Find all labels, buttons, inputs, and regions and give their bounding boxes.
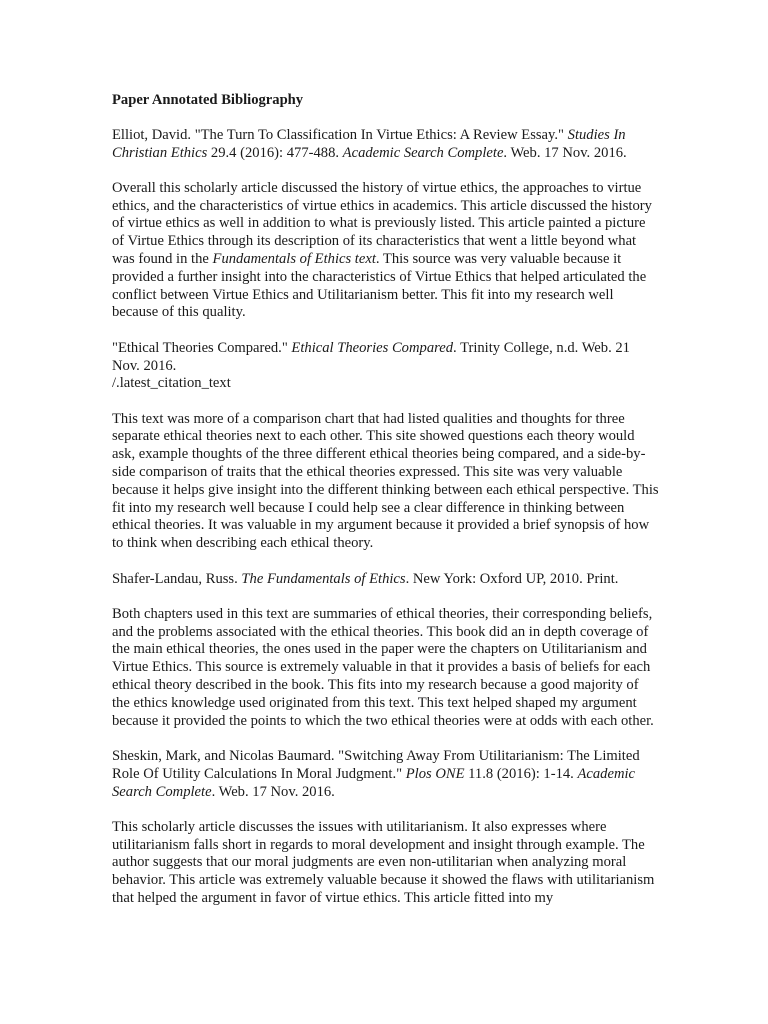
citation-text: . Web. 17 Nov. 2016.: [503, 144, 627, 161]
annotation-italic: Fundamentals of Ethics text: [212, 251, 376, 268]
journal-title: Studies In Christian Ethics: [112, 126, 626, 161]
citation-elliot: [112, 127, 660, 163]
journal-title: Plos ONE: [405, 765, 465, 782]
annotation-ethical-theories: This text was more of a comparison chart that had listed qualities and thoughts for three separate ethical theories next to each other. This site showed questions each theory would ask, example thoughts of the three different ethical theories being compared, and a side-by-side comparison of traits that the ethical theories expressed. This site was very valuable because it helps give insight into the different thinking between each ethical perspective. This fit into my research well because I could help see a clear difference in thinking between ethical theories. It was valuable in my argument because it provided a brief synopsis of how to think when describing each ethical theory.: [112, 410, 659, 552]
database-name: Academic Search Complete: [112, 765, 636, 800]
citation-text: Shafer-Landau, Russ.: [112, 570, 242, 587]
citation-text: . New York: Oxford UP, 2010. Print.: [405, 570, 619, 587]
citation-text: 11.8 (2016): 1-14.: [464, 765, 578, 782]
citation-ethical-theories: [112, 340, 660, 393]
annotation-shafer-landau: Both chapters used in this text are summaries of ethical theories, their corresponding beliefs, and the problems associated with the ethical theories. This book did an in depth coverage of the main ethical theories, the ones used in the paper were the chapters on Utilitarianism and Virtue Ethics. This source is extremely valuable in that it provides a basis of beliefs for each ethical theory described in the book. This fits into my research because a good majority of the ethics knowledge used originated from this text. This text helped shaped my argument because it provided the points to which the two ethical theories were at odds with each other.: [112, 605, 654, 729]
citation-text: . Trinity College, n.d. Web. 21 Nov. 2016.: [112, 339, 630, 374]
citation-placeholder: /.latest_citation_text: [112, 375, 231, 392]
annotation-text: Overall this scholarly article discussed the history of virtue ethics, the approaches to virtue ethics, and the characteristics of virtue ethics in academics. This article discussed the history of virtue ethics as well in addition to what is previously listed. This article painted a picture of Virtue Ethics through its description of its characteristics that went a little beyond what was found in the: [112, 179, 652, 268]
citation-text: . Web. 17 Nov. 2016.: [211, 783, 335, 800]
database-name: Academic Search Complete: [342, 144, 504, 161]
document-title: Paper Annotated Bibliography: [112, 92, 304, 108]
annotation-elliot: [112, 180, 660, 322]
annotation-text: . This source was very valuable because it provided a further insight into the characteristics of Virtue Ethics that helped articulated the conflict between Virtue Ethics and Utilitarianism better. This fit into my research well because of this quality.: [112, 251, 647, 321]
citation-text: Sheskin, Mark, and Nicolas Baumard. "Switching Away From Utilitarianism: The Limited Role Of Utility Calculations In Moral Judgment.": [112, 747, 640, 782]
citation-sheskin: [112, 748, 660, 801]
annotation-sheskin: This scholarly article discusses the issues with utilitarianism. It also expresses where utilitarianism falls short in regards to moral development and insight through example. The author suggests that our moral judgments are even non-utilitarian when analyzing moral behavior. This article was extremely valuable because it showed the flaws with utilitarianism that helped the argument in favor of virtue ethics. This article fitted into my: [112, 818, 655, 906]
citation-shafer-landau: [112, 571, 660, 589]
citation-text: Elliot, David. "The Turn To Classification In Virtue Ethics: A Review Essay.": [112, 126, 568, 143]
document-page: [112, 92, 660, 925]
citation-text: 29.4 (2016): 477-488.: [207, 144, 343, 161]
book-title: The Fundamentals of Ethics: [241, 570, 406, 587]
citation-text: "Ethical Theories Compared.": [112, 339, 292, 356]
source-title: Ethical Theories Compared: [291, 339, 454, 356]
